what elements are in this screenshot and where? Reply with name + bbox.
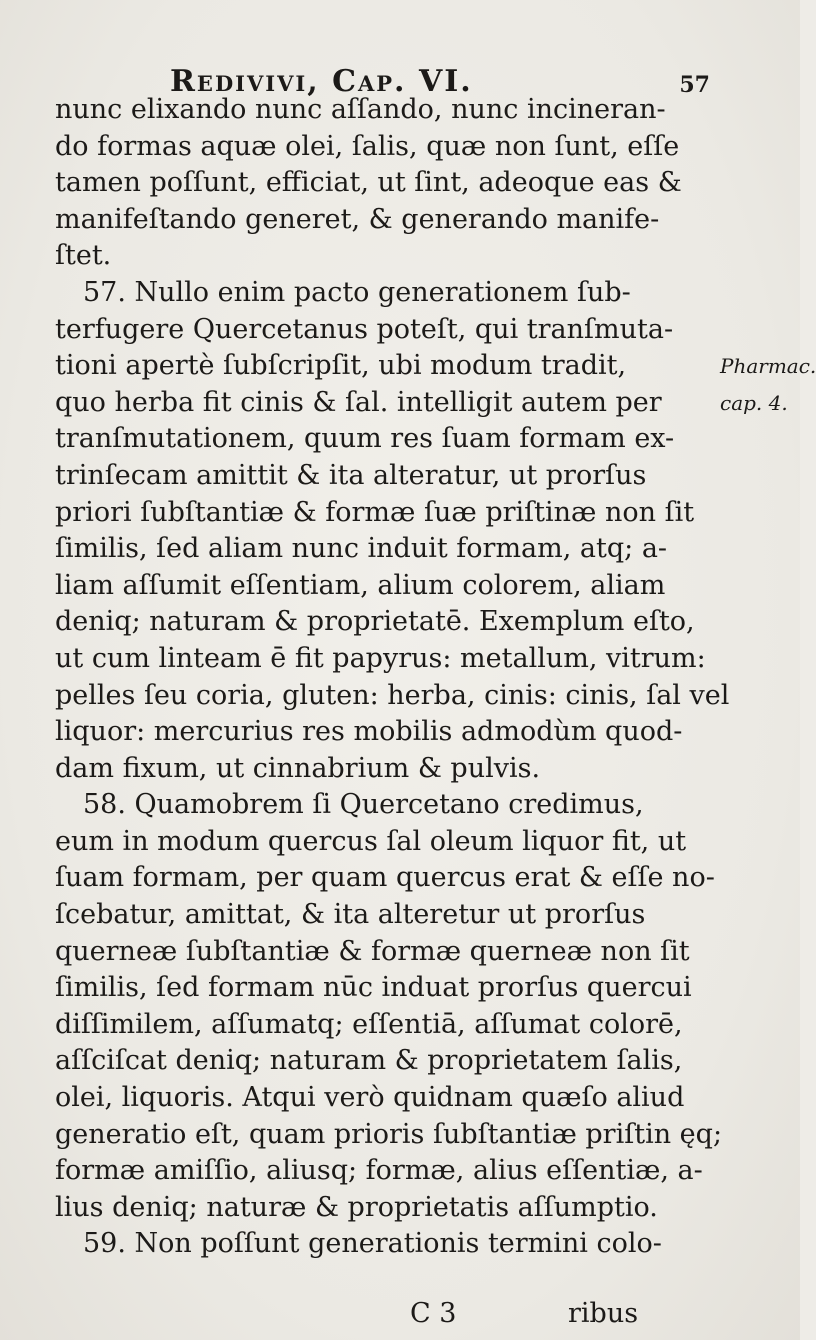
text-line: terfugere Quercetanus poteſt, qui tranſmuta- [55, 313, 674, 345]
text-line: ut cum linteam ē fit papyrus: metallum, vitrum: [55, 642, 706, 674]
text-line: quo herba fit cinis & ſal. intelligit autem per [55, 386, 662, 418]
text-line: liquor: mercurius res mobilis admodùm quod- [55, 716, 683, 748]
text-line: ſimilis, ſed formam nūc induat prorſus quercui [55, 972, 692, 1004]
text-line: nunc elixando nunc aſſando, nunc incineran- [55, 94, 666, 125]
catchword: ribus [568, 1298, 639, 1329]
body-text [55, 92, 730, 1263]
text-line: 58. Quamobrem ſi Quercetano credimus, [83, 789, 644, 821]
text-line: ſtet. [55, 240, 112, 272]
text-line: manifeſtando generet, & generando manife- [55, 203, 660, 235]
page-footer [0, 1298, 800, 1334]
text-line: ſuam formam, per quam quercus erat & eſſe no- [55, 862, 715, 894]
margin-note: Pharmac. [720, 354, 816, 379]
running-head: Redivivi, Cap. VI. [170, 64, 473, 99]
text-line: priori ſubſtantiæ & formæ ſuæ priſtinæ non ſit [55, 496, 695, 528]
text-line: dam fixum, ut cinnabrium & pulvis. [55, 752, 541, 784]
text-line: deniq; naturam & proprietatē. Exemplum eſto, [55, 606, 695, 638]
text-line: eum in modum quercus ſal oleum liquor fit, ut [55, 825, 687, 857]
margin-note: cap. 4. [720, 390, 788, 415]
text-line: do formas aquæ olei, ſalis, quæ non ſunt, eſſe [55, 130, 680, 162]
text-line: lius deniq; naturæ & proprietatis aſſumptio. [55, 1191, 658, 1223]
text-line: tamen poſſunt, efficiat, ut ſint, adeoque eas & [55, 167, 682, 199]
text-line: olei, liquoris. Atqui verò quidnam quæſo aliud [55, 1082, 685, 1114]
text-line: ſimilis, ſed aliam nunc induit formam, atq; a- [55, 533, 668, 565]
signature-mark: C 3 [410, 1298, 457, 1329]
text-line: 57. Nullo enim pacto generationem ſub- [83, 276, 631, 308]
text-line: tranſmutationem, quum res ſuam formam ex- [55, 423, 675, 455]
text-line: ſcebatur, amittat, & ita alteretur ut prorſus [55, 899, 646, 931]
text-line: generatio eſt, quam prioris ſubſtantiæ priſtin ęq; [55, 1118, 723, 1150]
text-line: aſſciſcat deniq; naturam & proprietatem ſalis, [55, 1045, 683, 1077]
text-line: trinſecam amittit & ita alteratur, ut prorſus [55, 459, 647, 491]
text-line: diſſimilem, aſſumatq; eſſentiā, aſſumat colorē, [55, 1008, 683, 1040]
text-line: tioni apertè ſubſcripſit, ubi modum tradit, [55, 350, 627, 382]
text-line: pelles ſeu coria, gluten: herba, cinis: cinis, ſal vel [55, 679, 730, 711]
text-line: 59. Non poſſunt generationis termini colo- [83, 1228, 662, 1260]
text-line: querneæ ſubſtantiæ & formæ querneæ non ſit [55, 935, 690, 967]
text-line: formæ amiſſio, aliusq; formæ, alius eſſentiæ, a- [55, 1155, 703, 1187]
text-line: liam aſſumit eſſentiam, alium colorem, aliam [55, 569, 666, 601]
page-number: 57 [679, 72, 710, 98]
